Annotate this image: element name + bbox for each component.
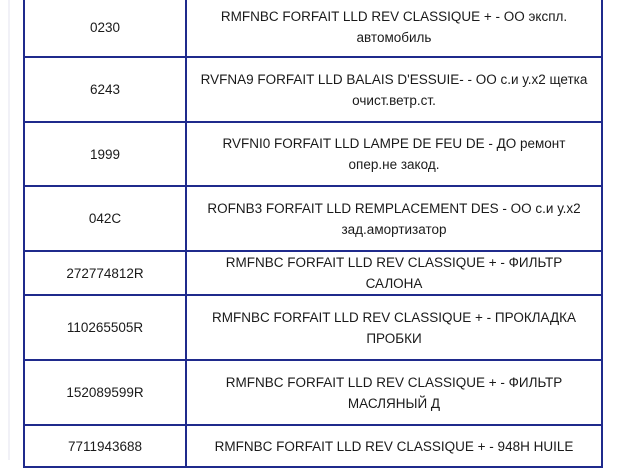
part-description-cell: RVFNI0 FORFAIT LLD LAMPE DE FEU DE - ДО ремонт опер.не закод. <box>186 122 602 186</box>
table-row <box>24 295 602 360</box>
part-description-cell: RVFNA9 FORFAIT LLD BALAIS D'ESSUIE- - ОО с.и у.х2 щетка очист.ветр.ст. <box>186 57 602 122</box>
part-description-cell: RMFNBC FORFAIT LLD REV CLASSIQUE + - ФИЛЬТР МАСЛЯНЫЙ Д <box>186 360 602 425</box>
part-description-cell: RMFNBC FORFAIT LLD REV CLASSIQUE + - 948H HUILE <box>186 425 602 467</box>
parts-table-container <box>23 0 603 468</box>
part-description-cell: RMFNBC FORFAIT LLD REV CLASSIQUE + - ФИЛЬТР САЛОНА <box>186 251 602 295</box>
table-row <box>24 360 602 425</box>
part-code-cell: 110265505R <box>24 295 186 360</box>
part-code-cell: 042C <box>24 186 186 251</box>
table-row <box>24 186 602 251</box>
part-code-cell: 152089599R <box>24 360 186 425</box>
table-row <box>24 0 602 57</box>
table-row <box>24 122 602 186</box>
page-left-divider <box>8 0 10 460</box>
part-code-cell: 6243 <box>24 57 186 122</box>
part-description-cell: ROFNB3 FORFAIT LLD REMPLACEMENT DES - ОО с.и у.х2 зад.амортизатор <box>186 186 602 251</box>
part-description-cell: RMFNBC FORFAIT LLD REV CLASSIQUE + - ОО экспл. автомобиль <box>186 0 602 57</box>
part-code-cell: 1999 <box>24 122 186 186</box>
table-row <box>24 57 602 122</box>
part-code-cell: 272774812R <box>24 251 186 295</box>
part-description-cell: RMFNBC FORFAIT LLD REV CLASSIQUE + - ПРОКЛАДКА ПРОБКИ <box>186 295 602 360</box>
parts-table <box>23 0 603 468</box>
part-code-cell: 7711943688 <box>24 425 186 467</box>
table-row <box>24 251 602 295</box>
table-row <box>24 425 602 467</box>
part-code-cell: 0230 <box>24 0 186 57</box>
